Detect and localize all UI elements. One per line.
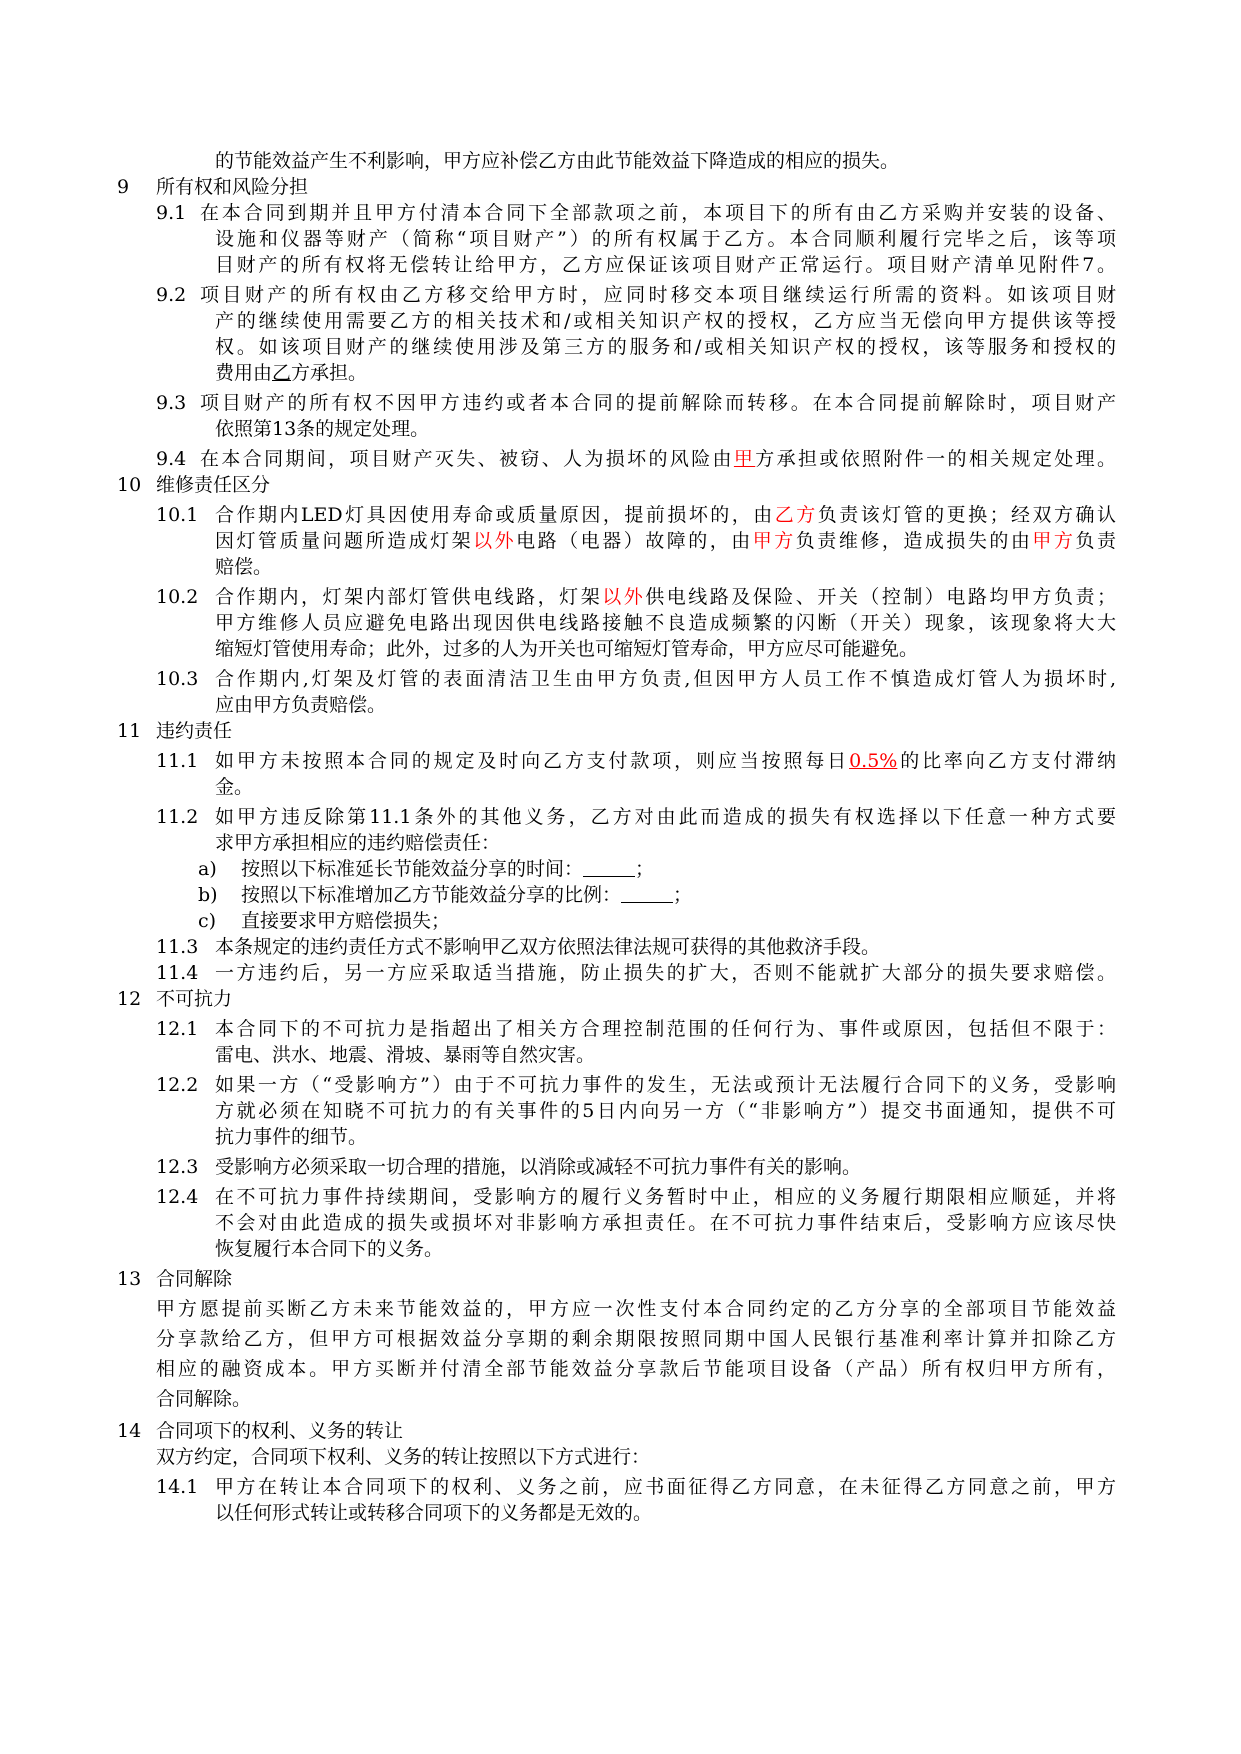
section-12-title: 不可抗力 bbox=[156, 988, 233, 1010]
section-12-number: 12 bbox=[117, 988, 142, 1010]
highlighted-text: 以外 bbox=[602, 586, 646, 608]
clause-11-3-line: 本条规定的违约责任方式不影响甲乙双方依照法律法规可获得的其他救济手段。 bbox=[215, 936, 881, 958]
section-14-title: 合同项下的权利、义务的转让 bbox=[156, 1420, 404, 1442]
clause-11-1-line: 金。 bbox=[215, 776, 254, 798]
clause-11-2-line: 求甲方承担相应的违约赔偿责任： bbox=[215, 832, 501, 854]
section-11-title: 违约责任 bbox=[156, 720, 233, 742]
clause-14-1-line: 以任何形式转让或转移合同项下的义务都是无效的。 bbox=[215, 1502, 653, 1524]
section-14-number: 14 bbox=[117, 1420, 142, 1442]
clause-11-4-line: 一方违约后，另一方应采取适当措施，防止损失的扩大，否则不能就扩大部分的损失要求赔偿。 bbox=[215, 962, 1116, 984]
text-run: 合作期内LED灯具因使用寿命或质量原因，提前损坏的，由 bbox=[215, 504, 775, 526]
text-run: 负责 bbox=[1075, 530, 1116, 552]
section-13-title: 合同解除 bbox=[156, 1268, 233, 1290]
text-run: 费用由 bbox=[215, 362, 273, 384]
section-9-title: 所有权和风险分担 bbox=[156, 176, 309, 198]
clause-9-2-line: 项目财产的所有权由乙方移交给甲方时，应同时移交本项目继续运行所需的资料。如该项目财 bbox=[200, 284, 1116, 306]
clause-10-3-line: 应由甲方负责赔偿。 bbox=[215, 694, 387, 716]
clause-9-3-line: 项目财产的所有权不因甲方违约或者本合同的提前解除而转移。在本合同提前解除时，项目财产 bbox=[200, 392, 1116, 414]
clause-9-1-line: 设施和仪器等财产（简称“项目财产”）的所有权属于乙方。本合同顺利履行完毕之后，该等项 bbox=[215, 228, 1116, 250]
text-run: 方承担或依照附件一的相关规定处理。 bbox=[755, 448, 1116, 470]
clause-12-4-line: 恢复履行本合同下的义务。 bbox=[215, 1238, 444, 1260]
clause-11-2-number: 11.2 bbox=[156, 806, 199, 828]
clause-10-2-line: 缩短灯管使用寿命；此外，过多的人为开关也可缩短灯管寿命，甲方应尽可能避免。 bbox=[215, 638, 919, 660]
clause-10-1-line bbox=[215, 528, 1116, 554]
clause-12-1-number: 12.1 bbox=[156, 1018, 199, 1040]
option-c-label: c) bbox=[198, 910, 217, 932]
clause-10-1-line: 赔偿。 bbox=[215, 556, 273, 578]
text-run: 因灯管质量问题所造成灯架 bbox=[215, 530, 474, 552]
clause-9-2-number: 9.2 bbox=[156, 284, 187, 306]
text-run: 合作期内，灯架内部灯管供电线路，灯架 bbox=[215, 586, 603, 608]
option-a bbox=[241, 856, 654, 882]
text-run: 在本合同期间，项目财产灭失、被窃、人为损坏的风险由 bbox=[200, 448, 734, 470]
clause-10-1-number: 10.1 bbox=[156, 504, 199, 526]
clause-12-2-line: 如果一方（“受影响方”）由于不可抗力事件的发生，无法或预计无法履行合同下的义务，受影响 bbox=[215, 1074, 1116, 1096]
section-9-number: 9 bbox=[117, 176, 130, 198]
clause-11-1-number: 11.1 bbox=[156, 750, 199, 772]
late-fee-rate: 0.5% bbox=[849, 750, 898, 772]
section-13-number: 13 bbox=[117, 1268, 142, 1290]
section-13-line: 相应的融资成本。甲方买断并付清全部节能效益分享款后节能项目设备（产品）所有权归甲方所有， bbox=[156, 1358, 1116, 1380]
option-b-label: b) bbox=[198, 884, 218, 906]
clause-9-1-number: 9.1 bbox=[156, 202, 187, 224]
clause-10-2-line bbox=[215, 584, 1116, 610]
section-11-number: 11 bbox=[117, 720, 142, 742]
text-run: 负责该灯管的更换；经双方确认 bbox=[817, 504, 1116, 526]
text-run: 方承担。 bbox=[291, 362, 368, 384]
clause-10-1-line bbox=[215, 502, 1116, 528]
clause-11-3-number: 11.3 bbox=[156, 936, 199, 958]
clause-12-2-line: 方就必须在知晓不可抗力的有关事件的5日内向另一方（“非影响方”）提交书面通知，提供不可 bbox=[215, 1100, 1116, 1122]
clause-12-4-line: 在不可抗力事件持续期间，受影响方的履行义务暂时中止，相应的义务履行期限相应顺延，并将 bbox=[215, 1186, 1116, 1208]
highlighted-party: 甲方 bbox=[1032, 530, 1076, 552]
highlighted-party: 甲 bbox=[733, 448, 756, 470]
highlighted-party: 乙方 bbox=[774, 504, 818, 526]
text-run: 供电线路及保险、开关（控制）电路均甲方负责； bbox=[645, 586, 1116, 608]
clause-12-3-number: 12.3 bbox=[156, 1156, 199, 1178]
highlighted-text: 以外 bbox=[473, 530, 517, 552]
text-run: ； bbox=[673, 884, 693, 906]
clause-11-2-line: 如甲方违反除第11.1条外的其他义务，乙方对由此而造成的损失有权选择以下任意一种方式要 bbox=[215, 806, 1116, 828]
clause-9-3-number: 9.3 bbox=[156, 392, 187, 414]
clause-9-1-line: 目财产的所有权将无偿转让给甲方，乙方应保证该项目财产正常运行。项目财产清单见附件7。 bbox=[215, 254, 1116, 276]
text-run: 如甲方未按照本合同的规定及时向乙方支付款项，则应当按照每日 bbox=[215, 750, 850, 772]
option-b bbox=[241, 882, 692, 908]
option-a-text: 按照以下标准延长节能效益分享的时间： bbox=[241, 858, 584, 880]
clause-9-2-line bbox=[215, 360, 367, 386]
section-13-line: 合同解除。 bbox=[156, 1388, 252, 1410]
clause-12-4-number: 12.4 bbox=[156, 1186, 199, 1208]
continuation-line: 的节能效益产生不利影响，甲方应补偿乙方由此节能效益下降造成的相应的损失。 bbox=[215, 150, 900, 172]
clause-12-1-line: 雷电、洪水、地震、滑坡、暴雨等自然灾害。 bbox=[215, 1044, 596, 1066]
clause-9-2-line: 产的继续使用需要乙方的相关技术和/或相关知识产权的授权，乙方应当无偿向甲方提供该等授 bbox=[215, 310, 1116, 332]
duration-blank-field[interactable] bbox=[583, 858, 635, 877]
clause-12-3-line: 受影响方必须采取一切合理的措施，以消除或减轻不可抗力事件有关的影响。 bbox=[215, 1156, 862, 1178]
clause-11-4-number: 11.4 bbox=[156, 962, 199, 984]
underlined-party: 乙 bbox=[272, 362, 292, 384]
section-10-number: 10 bbox=[117, 474, 142, 496]
text-run: ； bbox=[635, 858, 655, 880]
section-13-line: 分享款给乙方，但甲方可根据效益分享期的剩余期限按照同期中国人民银行基准利率计算并扣除乙方 bbox=[156, 1328, 1116, 1350]
clause-9-2-line: 权。如该项目财产的继续使用涉及第三方的服务和/或相关知识产权的授权，该等服务和授权的 bbox=[215, 336, 1116, 358]
section-10-title: 维修责任区分 bbox=[156, 474, 271, 496]
clause-9-1-line: 在本合同到期并且甲方付清本合同下全部款项之前，本项目下的所有由乙方采购并安装的设备、 bbox=[200, 202, 1116, 224]
clause-12-2-line: 抗力事件的细节。 bbox=[215, 1126, 368, 1148]
clause-10-3-line: 合作期内,灯架及灯管的表面清洁卫生由甲方负责,但因甲方人员工作不慎造成灯管人为损坏时, bbox=[215, 668, 1116, 690]
option-a-label: a) bbox=[198, 858, 217, 880]
clause-10-3-number: 10.3 bbox=[156, 668, 199, 690]
section-13-line: 甲方愿提前买断乙方未来节能效益的，甲方应一次性支付本合同约定的乙方分享的全部项目节能效益 bbox=[156, 1298, 1116, 1320]
text-run: 电路（电器）故障的，由 bbox=[516, 530, 753, 552]
option-c-text: 直接要求甲方赔偿损失； bbox=[241, 910, 451, 932]
clause-9-4-number: 9.4 bbox=[156, 448, 187, 470]
ratio-blank-field[interactable] bbox=[621, 884, 673, 903]
clause-10-2-line: 甲方维修人员应避免电路出现因供电线路接触不良造成频繁的闪断（开关）现象，该现象将大大 bbox=[215, 612, 1116, 634]
clause-14-1-line: 甲方在转让本合同项下的权利、义务之前，应书面征得乙方同意，在未征得乙方同意之前，甲方 bbox=[215, 1476, 1116, 1498]
section-14-intro: 双方约定，合同项下权利、义务的转让按照以下方式进行： bbox=[156, 1446, 651, 1468]
option-b-text: 按照以下标准增加乙方节能效益分享的比例： bbox=[241, 884, 622, 906]
clause-10-2-number: 10.2 bbox=[156, 586, 199, 608]
clause-12-1-line: 本合同下的不可抗力是指超出了相关方合理控制范围的任何行为、事件或原因，包括但不限于： bbox=[215, 1018, 1116, 1040]
clause-14-1-number: 14.1 bbox=[156, 1476, 199, 1498]
clause-9-3-line: 依照第13条的规定处理。 bbox=[215, 418, 430, 440]
text-run: 负责维修，造成损失的由 bbox=[795, 530, 1033, 552]
text-run: 的比率向乙方支付滞纳 bbox=[897, 750, 1116, 772]
clause-11-1-line bbox=[215, 748, 1116, 774]
clause-9-4-line bbox=[200, 446, 1116, 472]
highlighted-party: 甲方 bbox=[752, 530, 796, 552]
clause-12-4-line: 不会对由此造成的损失或损坏对非影响方承担责任。在不可抗力事件结束后，受影响方应该尽快 bbox=[215, 1212, 1116, 1234]
clause-12-2-number: 12.2 bbox=[156, 1074, 199, 1096]
